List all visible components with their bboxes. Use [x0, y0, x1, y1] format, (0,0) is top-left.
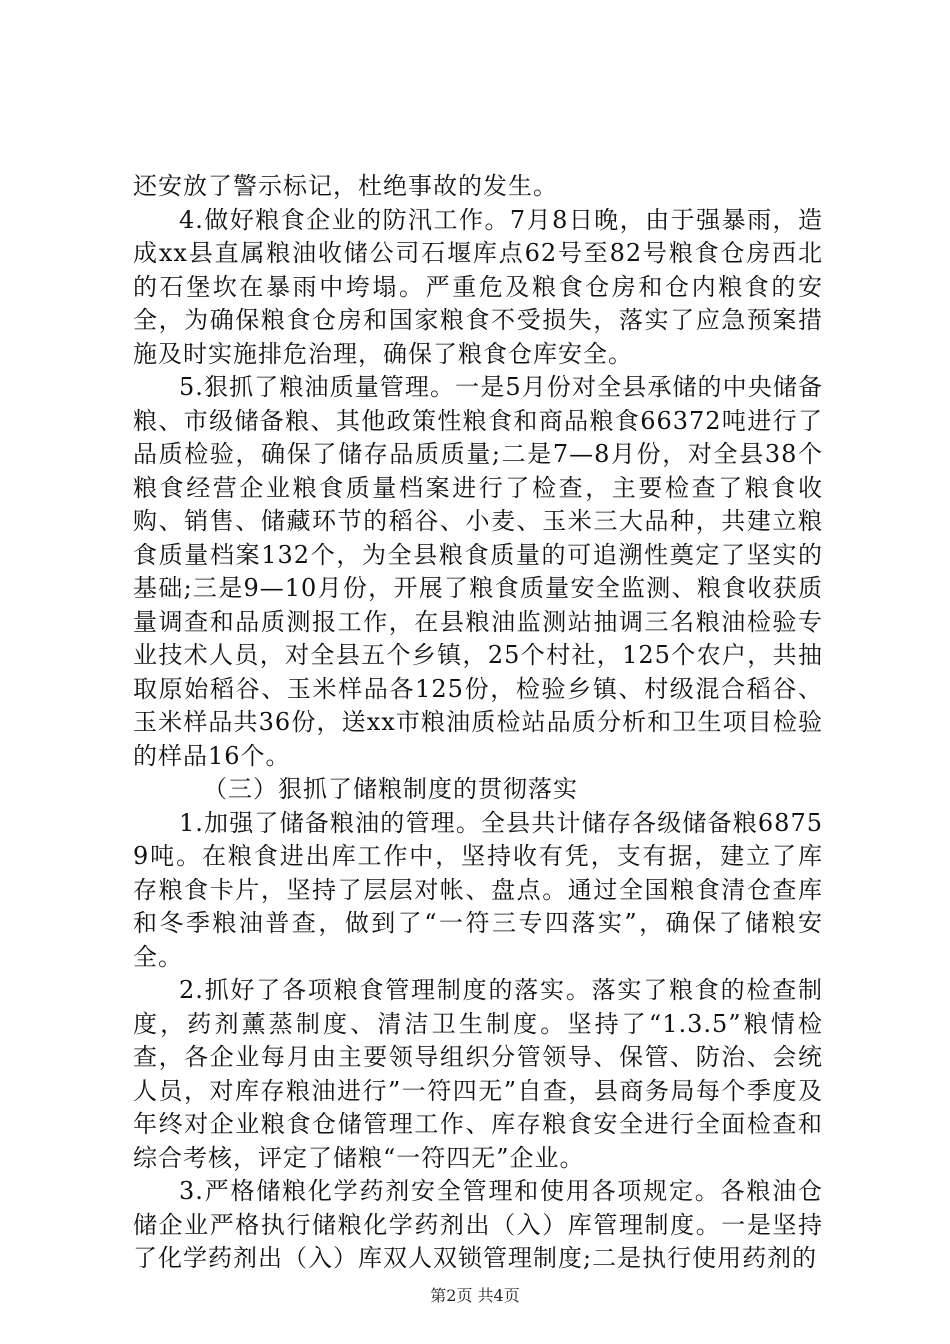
paragraph-flood-control: 4.做好粮食企业的防汛工作。7月8日晚，由于强暴雨，造成xx县直属粮油收储公司石堰库点62号至82号粮食仓房西北的石堡坎在暴雨中垮塌。严重危及粮食仓房和仓内粮食的安全，为确保粮食仓房和国家粮食不受损失，落实了应急预案措施及时实施排危治理，确保了粮食仓库安全。	[133, 205, 823, 368]
paragraph-management-system: 2.抓好了各项粮食管理制度的落实。落实了粮食的检查制度，药剂薰蒸制度、清洁卫生制度。坚持了“1.3.5”粮情检查，各企业每月由主要领导组织分管领导、保管、防治、会统人员，对库存粮油进行”一符四无”自查，县商务局每个季度及年终对企业粮食仓储管理工作、库存粮食安全进行全面检查和综合考核，评定了储粮“一符四无”企业。	[133, 976, 823, 1172]
paragraph-quality-management: 5.狠抓了粮油质量管理。一是5月份对全县承储的中央储备粮、市级储备粮、其他政策性粮食和商品粮食66372吨进行了品质检验，确保了储存品质质量;二是7—8月份，对全县38个粮食经营企业粮食质量档案进行了检查，主要检查了粮食收购、销售、储藏环节的稻谷、小麦、玉米三大品种，共建立粮食质量档案132个，为全县粮食质量的可追溯性奠定了坚实的基础;三是9—10月份，开展了粮食质量安全监测、粮食收获质量调查和品质测报工作，在县粮油监测站抽调三名粮油检验专业技术人员，对全县五个乡镇，25个村社，125个农户，共抽取原始稻谷、玉米样品各125份，检验乡镇、村级混合稻谷、玉米样品共36份，送xx市粮油质检站品质分析和卫生项目检验的样品16个。	[133, 373, 823, 770]
section-heading: （三）狠抓了储粮制度的贯彻落实	[203, 775, 578, 803]
document-body	[133, 170, 823, 1276]
paragraph-reserve-management: 1.加强了储备粮油的管理。全县共计储存各级储备粮68759吨。在粮食进出库工作中，坚持收有凭，支有据，建立了库存粮食卡片，坚持了层层对帐、盘点。通过全国粮食清仓查库和冬季粮油普查，做到了“一符三专四落实”，确保了储粮安全。	[133, 808, 823, 971]
page-footer: 第2页 共4页	[430, 1286, 520, 1305]
paragraph-chemical-safety: 3.严格储粮化学药剂安全管理和使用各项规定。各粮油仓储企业严格执行储粮化学药剂出（入）库管理制度。一是坚持了化学药剂出（入）库双人双锁管理制度;二是执行使用药剂的	[133, 1177, 823, 1272]
paragraph-continuation: 还安放了警示标记，杜绝事故的发生。	[133, 172, 558, 200]
